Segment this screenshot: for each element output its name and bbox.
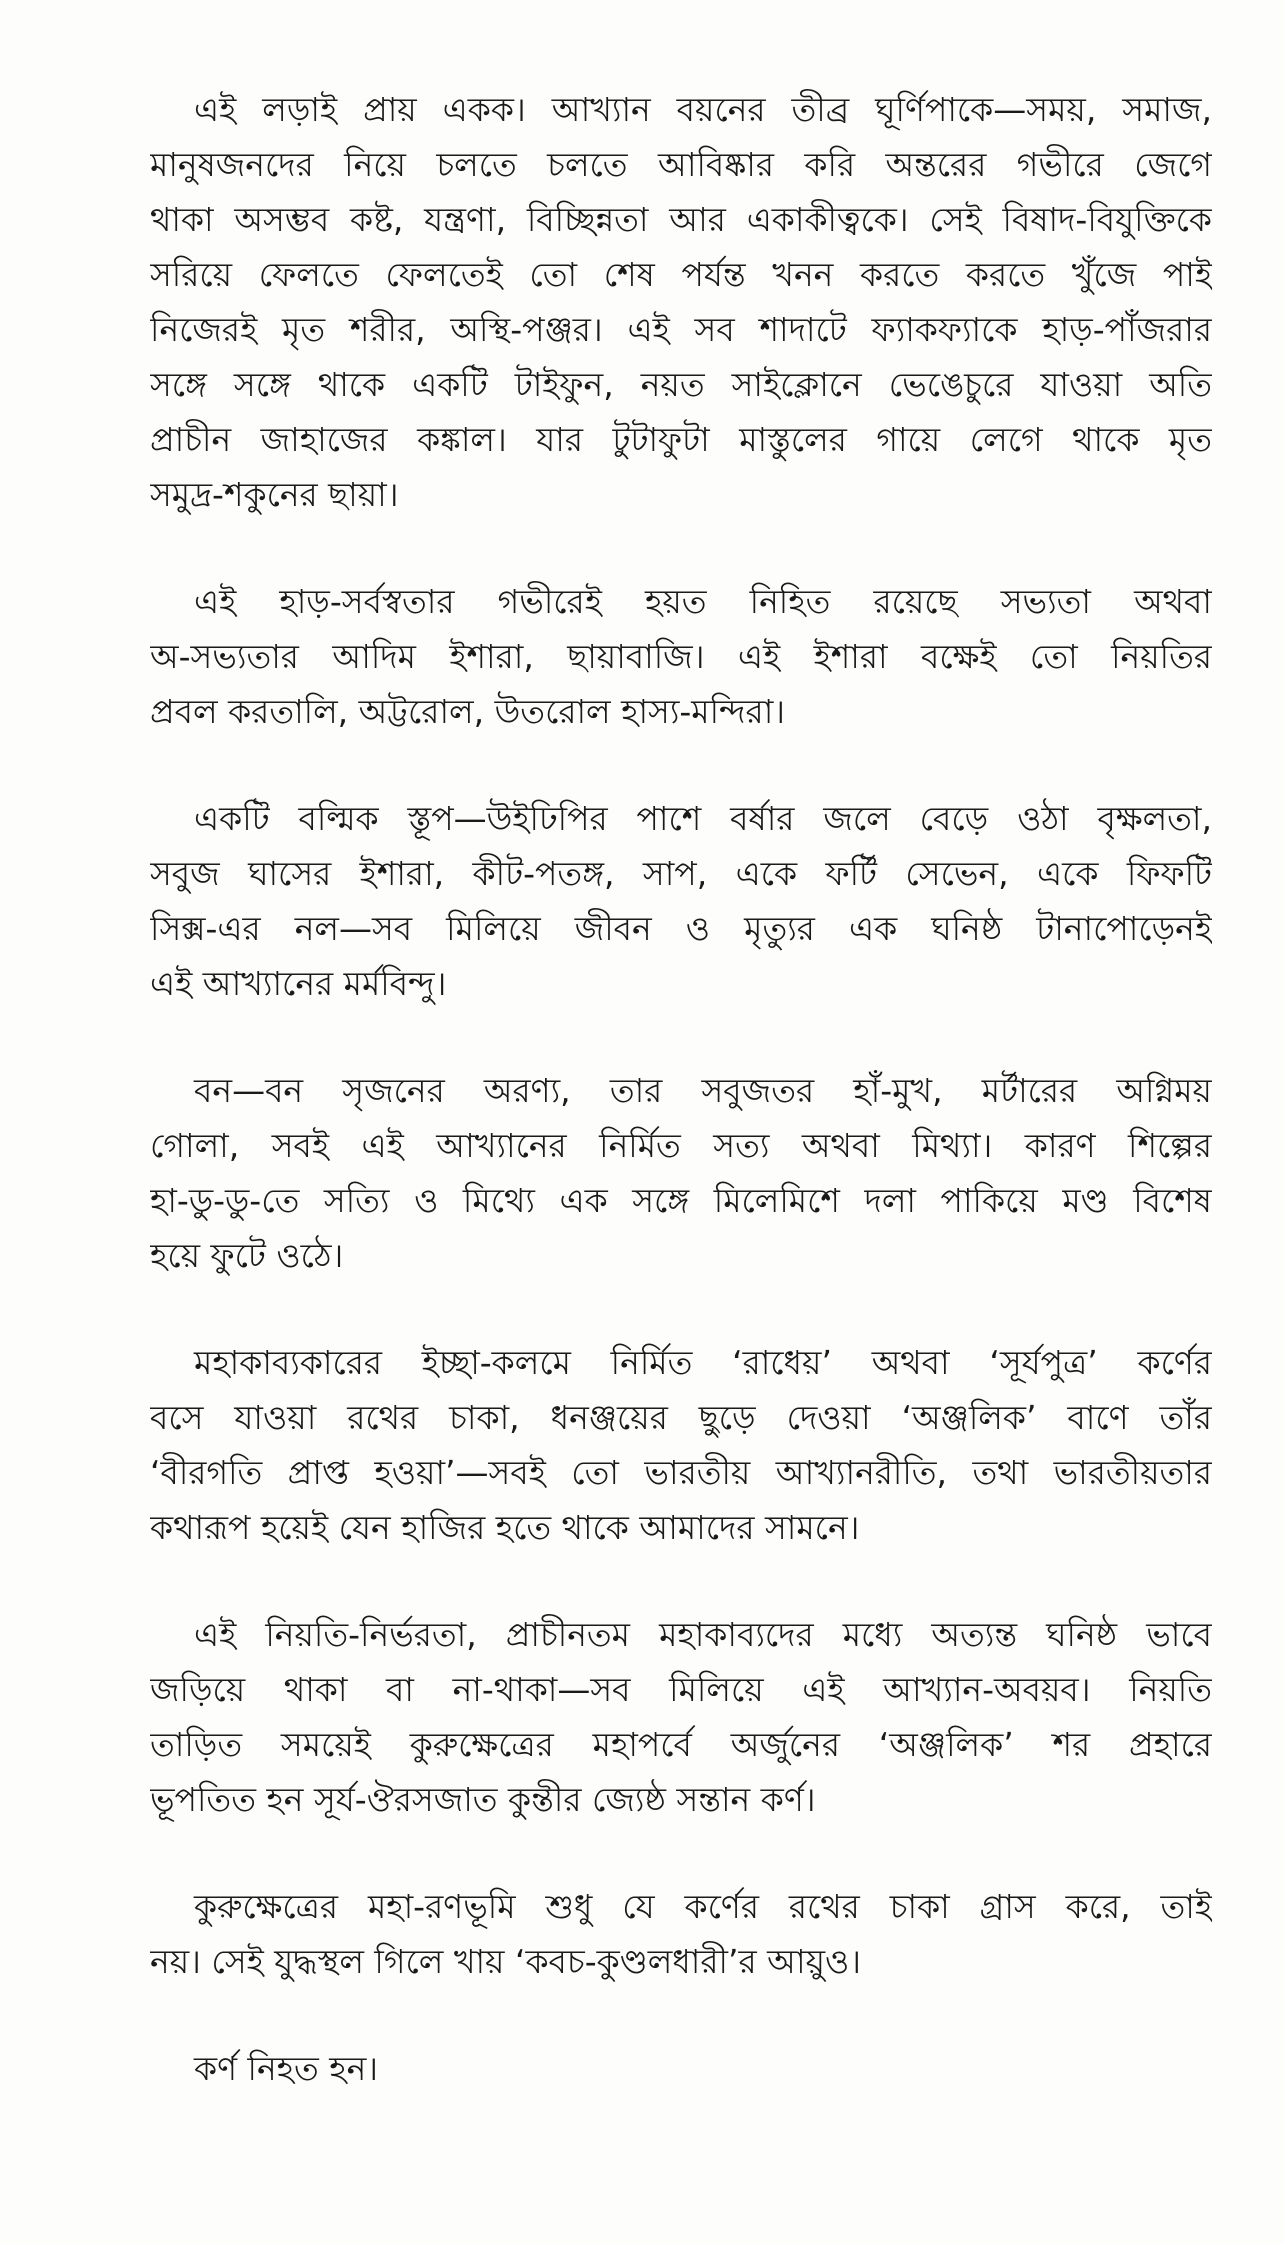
text-line: বসে যাওয়া রথের চাকা, ধনঞ্জয়ের ছুড়ে দেওয়া ‘অঞ্জলিক’ বাণে তাঁর [150,1398,1212,1437]
text-line: থাকা অসম্ভব কষ্ট, যন্ত্রণা, বিচ্ছিন্নতা আর একাকীত্বকে। সেই বিষাদ-বিযুক্তিকে [150,200,1212,239]
text-line: কুরুক্ষেত্রের মহা-রণভূমি শুধু যে কর্ণের রথের চাকা গ্রাস করে, তাই [194,1887,1212,1926]
text-line: সমুদ্র-শকুনের ছায়া। [150,475,399,514]
text-line: অ-সভ্যতার আদিম ইশারা, ছায়াবাজি। এই ইশারা বক্ষেই তো নিয়তির [150,637,1212,676]
paragraph-1 [150,82,1212,522]
paragraph-6 [150,1607,1212,1827]
paragraph-8 [150,2041,1212,2096]
text-line: বন—বন সৃজনের অরণ্য, তার সবুজতর হাঁ-মুখ, মর্টারের অগ্নিময় [194,1071,1212,1110]
text-line: এই আখ্যানের মর্মবিন্দু। [150,964,447,1003]
text-line: গোলা, সবই এই আখ্যানের নির্মিত সত্য অথবা মিথ্যা। কারণ শিল্পের [150,1126,1212,1165]
paragraph-7 [150,1879,1212,1989]
text-line: সরিয়ে ফেলতে ফেলতেই তো শেষ পর্যন্ত খনন করতে করতে খুঁজে পাই [150,255,1212,294]
text-line: প্রবল করতালি, অট্টরোল, উতরোল হাস্য-মন্দিরা। [150,692,786,731]
text-line: নয়। সেই যুদ্ধস্থল গিলে খায় ‘কবচ-কুণ্ডলধারী’র আয়ুও। [150,1942,862,1981]
text-line: জড়িয়ে থাকা বা না-থাকা—সব মিলিয়ে এই আখ্যান-অবয়ব। নিয়তি [150,1670,1212,1709]
text-line: ভূপতিত হন সূর্য-ঔরসজাত কুন্তীর জ্যেষ্ঠ সন্তান কর্ণ। [150,1780,816,1819]
body-text [150,82,1212,2096]
text-line: কথারূপ হয়েই যেন হাজির হতে থাকে আমাদের সামনে। [150,1508,860,1547]
paragraph-5 [150,1335,1212,1555]
text-line: এই লড়াই প্রায় একক। আখ্যান বয়নের তীব্র ঘূর্ণিপাকে—সময়, সমাজ, [194,90,1212,129]
paragraph-3 [150,791,1212,1011]
text-line: হা-ডু-ডু-তে সত্যি ও মিথ্যে এক সঙ্গে মিলেমিশে দলা পাকিয়ে মণ্ড বিশেষ [150,1181,1212,1220]
text-line: মানুষজনদের নিয়ে চলতে চলতে আবিষ্কার করি অন্তরের গভীরে জেগে [150,145,1212,184]
text-line: ‘বীরগতি প্রাপ্ত হওয়া’—সবই তো ভারতীয় আখ্যানরীতি, তথা ভারতীয়তার [150,1453,1212,1492]
paragraph-2 [150,574,1212,739]
text-line: সঙ্গে সঙ্গে থাকে একটি টাইফুন, নয়ত সাইক্লোনে ভেঙেচুরে যাওয়া অতি [150,365,1212,404]
text-line: প্রাচীন জাহাজের কঙ্কাল। যার টুটাফুটা মাস্তুলের গায়ে লেগে থাকে মৃত [150,420,1212,459]
text-line: এই নিয়তি-নির্ভরতা, প্রাচীনতম মহাকাব্যদের মধ্যে অত্যন্ত ঘনিষ্ঠ ভাবে [194,1615,1212,1654]
paragraph-4 [150,1063,1212,1283]
text-line: মহাকাব্যকারের ইচ্ছা-কলমে নির্মিত ‘রাধেয়’ অথবা ‘সূর্যপুত্র’ কর্ণের [194,1343,1212,1382]
text-line: একটি বল্মিক স্তূপ—উইঢিপির পাশে বর্ষার জলে বেড়ে ওঠা বৃক্ষলতা, [194,799,1212,838]
text-line: সবুজ ঘাসের ইশারা, কীট-পতঙ্গ, সাপ, একে ফর্টি সেভেন, একে ফিফটি [150,854,1212,893]
text-line: কর্ণ নিহত হন। [194,2049,379,2088]
text-line: তাড়িত সময়েই কুরুক্ষেত্রের মহাপর্বে অর্জুনের ‘অঞ্জলিক’ শর প্রহারে [150,1725,1212,1764]
text-line: নিজেরই মৃত শরীর, অস্থি-পঞ্জর। এই সব শাদাটে ফ্যাকফ্যাকে হাড়-পাঁজরার [150,310,1212,349]
text-line: এই হাড়-সর্বস্বতার গভীরেই হয়ত নিহিত রয়েছে সভ্যতা অথবা [194,582,1212,621]
text-line: হয়ে ফুটে ওঠে। [150,1236,344,1275]
text-line: সিক্স-এর নল—সব মিলিয়ে জীবন ও মৃত্যুর এক ঘনিষ্ঠ টানাপোড়েনই [150,909,1212,948]
